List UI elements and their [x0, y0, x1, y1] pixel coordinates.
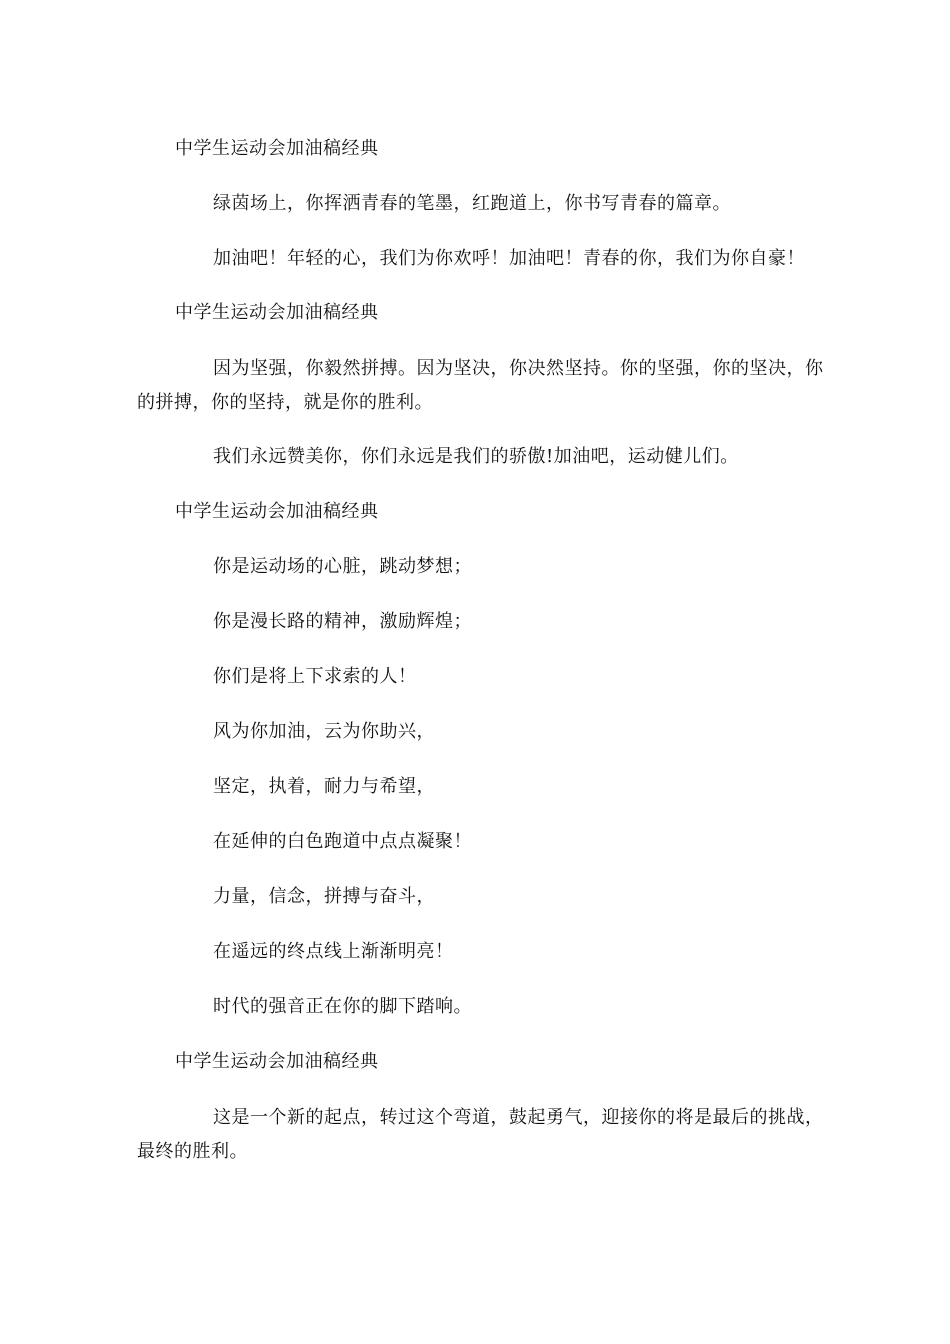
poem-line: 在遥远的终点线上渐渐明亮！ — [213, 941, 454, 962]
paragraph: 因为坚强，你毅然拼搏。因为坚决，你决然坚持。你的坚强，你的坚决，你的拼搏，你的坚持，就是你的胜利。 — [137, 358, 824, 413]
poem-line: 在延伸的白色跑道中点点凝聚！ — [213, 831, 472, 852]
poem-line: 力量，信念，拼搏与奋斗， — [213, 886, 435, 907]
paragraph: 加油吧！年轻的心，我们为你欢呼！加油吧！青春的你，我们为你自豪！ — [213, 248, 805, 269]
poem-line: 你是漫长路的精神，激励辉煌； — [213, 611, 472, 632]
poem-line: 时代的强音正在你的脚下踏响。 — [213, 996, 472, 1017]
poem-line: 风为你加油，云为你助兴， — [213, 721, 435, 742]
section-heading: 中学生运动会加油稿经典 — [175, 138, 379, 159]
paragraph: 绿茵场上，你挥洒青春的笔墨，红跑道上，你书写青春的篇章。 — [213, 193, 731, 214]
paragraph: 我们永远赞美你，你们永远是我们的骄傲!加油吧，运动健儿们。 — [213, 446, 739, 467]
poem-line: 你们是将上下求索的人！ — [213, 666, 417, 687]
section-heading: 中学生运动会加油稿经典 — [175, 501, 379, 522]
section-heading: 中学生运动会加油稿经典 — [175, 1051, 379, 1072]
section-heading: 中学生运动会加油稿经典 — [175, 302, 379, 323]
paragraph: 这是一个新的起点，转过这个弯道，鼓起勇气，迎接你的将是最后的挑战，最终的胜利。 — [137, 1107, 824, 1162]
poem-line: 坚定，执着，耐力与希望， — [213, 776, 435, 797]
poem-line: 你是运动场的心脏，跳动梦想； — [213, 556, 472, 577]
